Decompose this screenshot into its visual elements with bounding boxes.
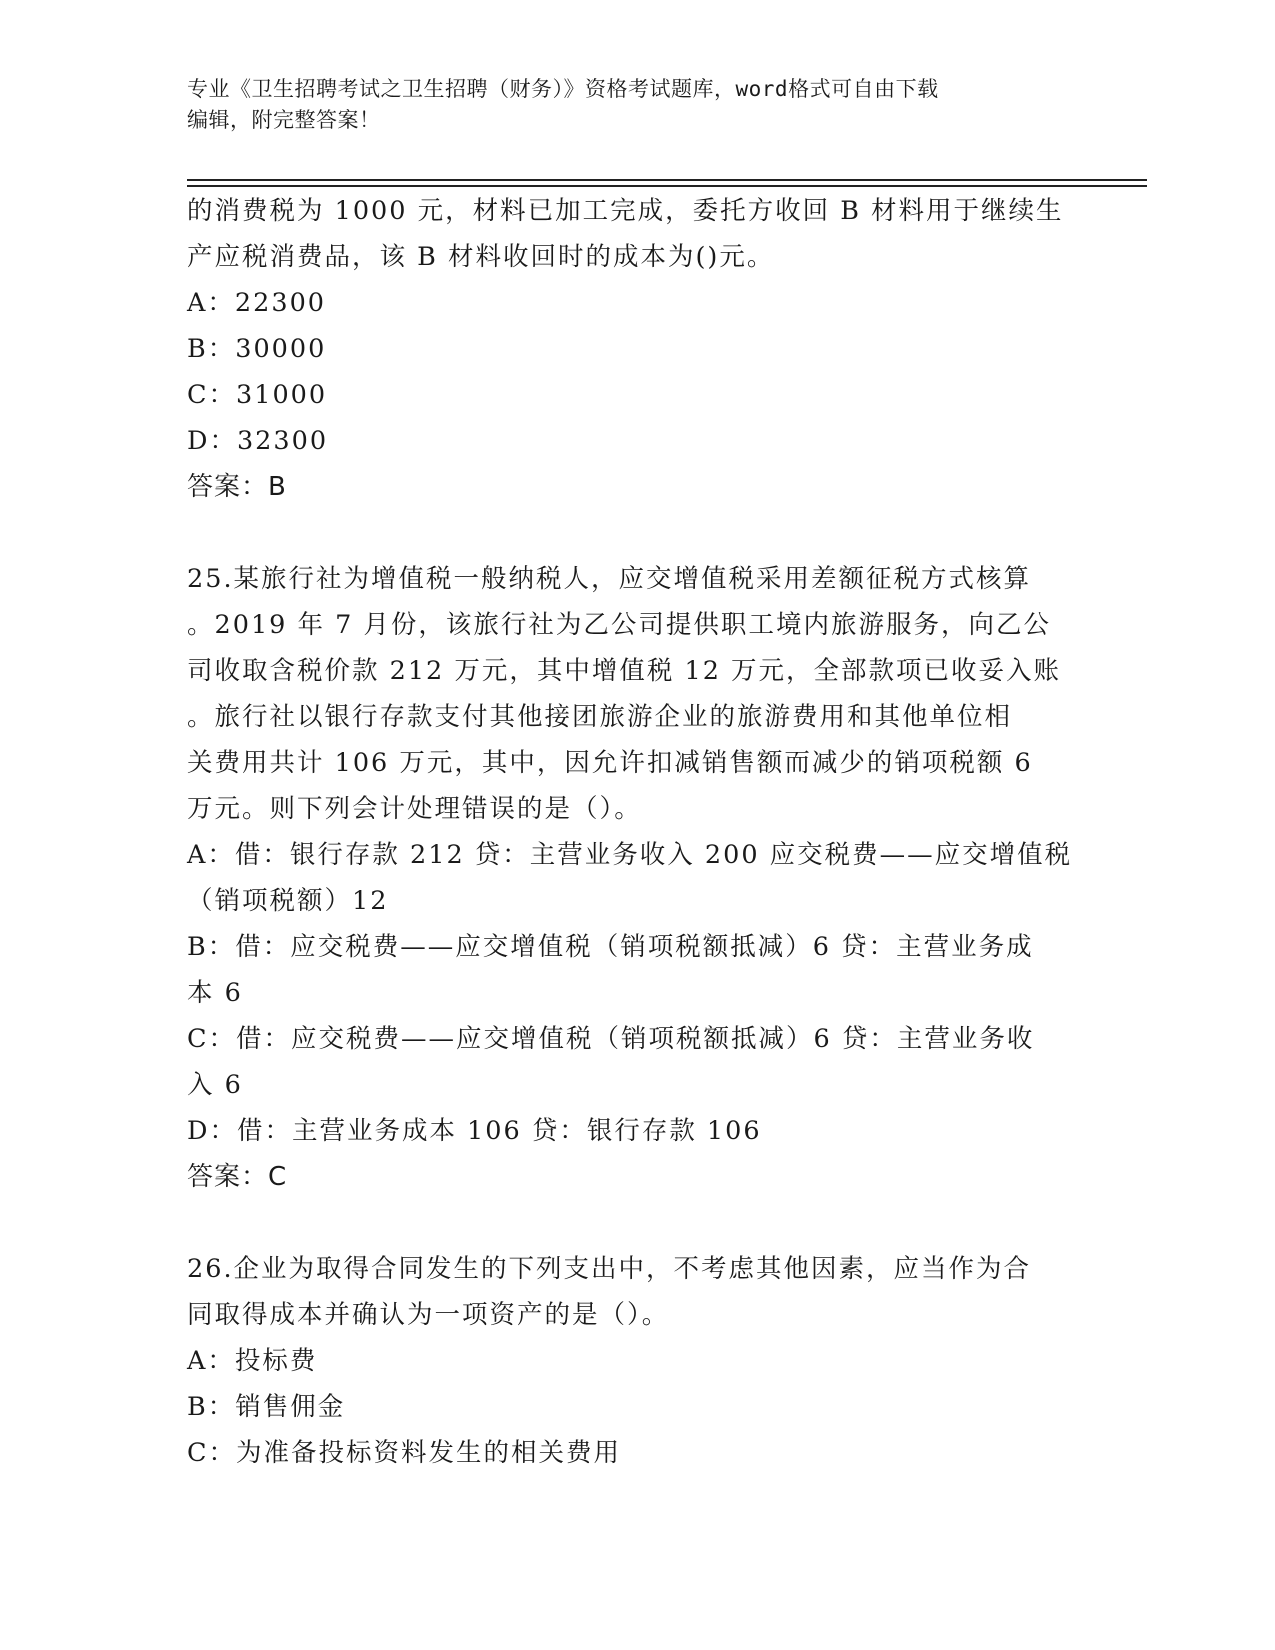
header-line-2: 编辑，附完整答案！ (187, 108, 381, 132)
document-body (187, 188, 1077, 1476)
question-26-option-a: A：投标费 (187, 1346, 318, 1376)
header-line-1: 专业《卫生招聘考试之卫生招聘（财务）》资格考试题库，word格式可自由下载 (187, 77, 939, 101)
question-25-stem-line: 关费用共计 106 万元，其中，因允许扣减销售额而减少的销项税额 6 (187, 748, 1033, 778)
question-25-stem-line: 司收取含税价款 212 万元，其中增值税 12 万元，全部款项已收妥入账 (187, 656, 1062, 686)
question-25-stem-line: 万元。则下列会计处理错误的是（）。 (187, 794, 642, 824)
question-24-stem-line: 产应税消费品，该 B 材料收回时的成本为()元。 (187, 242, 775, 272)
question-25-answer: 答案：C (187, 1162, 288, 1192)
question-24-option-c: C：31000 (187, 380, 328, 410)
question-24-option-b: B：30000 (187, 334, 327, 364)
question-25-option-c-cont: 入 6 (187, 1070, 243, 1100)
question-24-option-a: A：22300 (187, 288, 327, 318)
question-25-option-a: A：借：银行存款 212 贷：主营业务收入 200 应交税费——应交增值税 (187, 840, 1073, 870)
question-24-option-d: D：32300 (187, 426, 329, 456)
question-25-stem-line: 。2019 年 7 月份，该旅行社为乙公司提供职工境内旅游服务，向乙公 (187, 610, 1051, 640)
question-spacer (187, 510, 1077, 556)
header-rule-bottom (187, 185, 1147, 187)
question-26 (187, 1246, 1077, 1476)
question-25-option-b: B：借：应交税费——应交增值税（销项税额抵减）6 贷：主营业务成 (187, 932, 1034, 962)
document-header (187, 74, 1087, 136)
question-24-answer: 答案：B (187, 472, 287, 502)
question-26-option-b: B：销售佣金 (187, 1392, 346, 1422)
header-rule-top (187, 179, 1147, 181)
question-26-stem-line: 同取得成本并确认为一项资产的是（）。 (187, 1300, 670, 1330)
question-25-stem-line: 。旅行社以银行存款支付其他接团旅游企业的旅游费用和其他单位相 (187, 702, 1013, 732)
question-24-stem-line: 的消费税为 1000 元，材料已加工完成，委托方收回 B 材料用于继续生 (187, 196, 1064, 226)
question-26-option-c: C：为准备投标资料发生的相关费用 (187, 1438, 622, 1468)
question-25-option-a-cont: （销项税额）12 (187, 886, 389, 916)
question-25-option-d: D：借：主营业务成本 106 贷：银行存款 106 (187, 1116, 762, 1146)
question-25-stem-line: 25.某旅行社为增值税一般纳税人，应交增值税采用差额征税方式核算 (187, 564, 1032, 594)
question-26-stem-line: 26.企业为取得合同发生的下列支出中，不考虑其他因素，应当作为合 (187, 1254, 1032, 1284)
question-24 (187, 188, 1077, 510)
question-25 (187, 556, 1077, 1200)
question-25-option-b-cont: 本 6 (187, 978, 243, 1008)
question-25-option-c: C：借：应交税费——应交增值税（销项税额抵减）6 贷：主营业务收 (187, 1024, 1035, 1054)
question-spacer (187, 1200, 1077, 1246)
